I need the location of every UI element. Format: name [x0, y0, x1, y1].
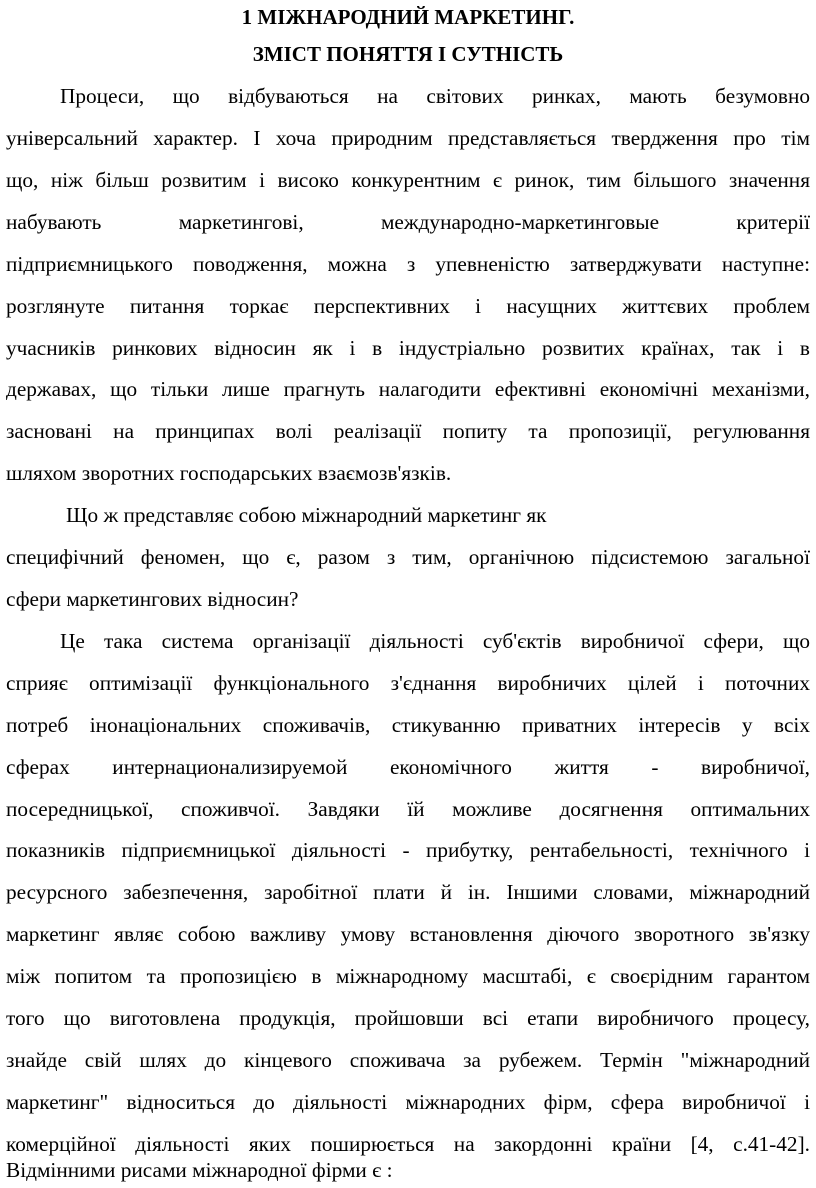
- paragraph-1-line: шляхом зворотних господарських взаємозв'язків.: [6, 461, 452, 485]
- paragraph-3-line: знайде свій шлях до кінцевого споживача за рубежем. Термін "міжнародний: [6, 1048, 810, 1072]
- heading-line-2: ЗМІСТ ПОНЯТТЯ І СУТНІСТЬ: [252, 42, 564, 66]
- paragraph-1-line: Процеси, що відбуваються на світових ринках, мають безумовно: [60, 84, 810, 108]
- paragraph-1-line: набувають маркетингові, международно-маркетинговые критерії: [6, 210, 810, 234]
- paragraph-3-line: того що виготовлена продукція, пройшовши всі етапи виробничого процесу,: [6, 1006, 810, 1030]
- paragraph-3-line: ресурсного забезпечення, заробітної плати й ін. Іншими словами, міжнародний: [6, 880, 810, 904]
- paragraph-3-line: маркетинг" відноситься до діяльності міжнародних фірм, сфера виробничої і: [6, 1090, 810, 1114]
- paragraph-3-line: потреб інонаціональних споживачів, стикуванню приватних інтересів у всіх: [6, 713, 810, 737]
- paragraph-2-line: специфічний феномен, що є, разом з тим, органічною підсистемою загальної: [6, 545, 810, 569]
- heading-line-1: 1 МІЖНАРОДНИЙ МАРКЕТИНГ.: [241, 5, 575, 29]
- paragraph-1-line: засновані на принципах волі реалізації попиту та пропозиції, регулювання: [6, 419, 810, 443]
- paragraph-3-line: сферах интернационализируемой економічного життя - виробничої,: [6, 755, 810, 779]
- paragraph-1-line: розглянуте питання торкає перспективних і насущних життєвих проблем: [6, 294, 810, 318]
- paragraph-3-line: комерційної діяльності яких поширюється на закордонні країни [4, с.41-42].: [6, 1132, 810, 1156]
- paragraph-1-line: підприємницького поводження, можна з упевненістю затверджувати наступне:: [6, 252, 810, 276]
- paragraph-1-line: учасників ринкових відносин як і в індустріально розвитих країнах, так і в: [6, 336, 810, 360]
- paragraph-2-line: сфери маркетингових відносин?: [6, 587, 299, 611]
- paragraph-1-line: універсальний характер. І хоча природним представляється твердження про тім: [6, 126, 810, 150]
- paragraph-3-line: Це така система організації діяльності суб'єктів виробничої сфери, що: [60, 629, 810, 653]
- paragraph-1-line: що, ніж більш розвитим і високо конкурентним є ринок, тим більшого значення: [6, 168, 810, 192]
- paragraph-3-line: Відмінними рисами міжнародної фірми є :: [6, 1158, 393, 1182]
- paragraph-3-line: показників підприємницької діяльності - прибутку, рентабельності, технічного і: [6, 838, 810, 862]
- paragraph-3-line: сприяє оптимізації функціонального з'єднання виробничих цілей і поточних: [6, 671, 810, 695]
- paragraph-3-line: маркетинг являє собою важливу умову встановлення діючого зворотного зв'язку: [6, 922, 810, 946]
- paragraph-2-line: Що ж представляє собою міжнародний маркетинг як: [66, 503, 547, 527]
- paragraph-3-line: посередницької, споживчої. Завдяки їй можливе досягнення оптимальних: [6, 797, 810, 821]
- paragraph-1-line: державах, що тільки лише прагнуть налагодити ефективні економічні механізми,: [6, 377, 810, 401]
- paragraph-3-line: між попитом та пропозицією в міжнародному масштабі, є своєрідним гарантом: [6, 964, 810, 988]
